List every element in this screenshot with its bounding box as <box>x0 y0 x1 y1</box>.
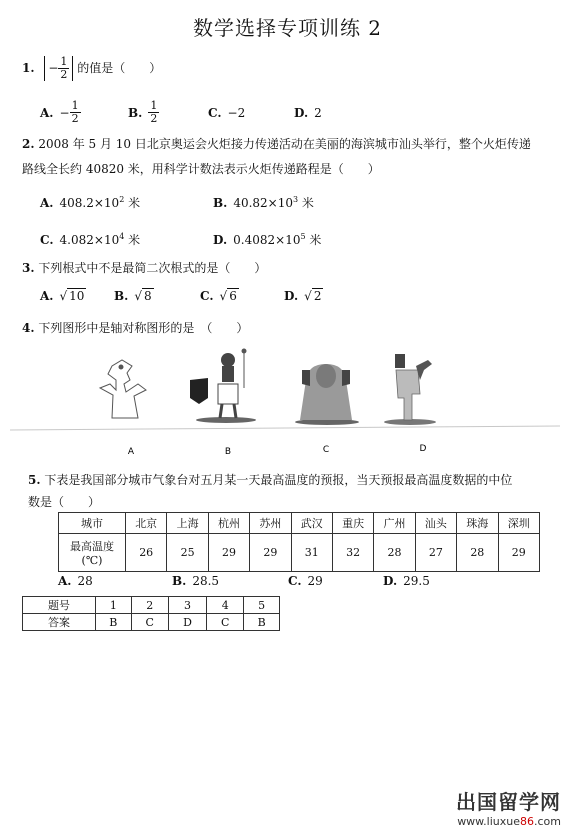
absolute-value-expression: − $\frac{1}{2}$ <box>44 56 73 81</box>
watermark-brand: 出国留学网 <box>456 790 561 814</box>
question-number-cell: 2 <box>131 597 168 614</box>
question-number: 5. <box>28 473 41 487</box>
figure-c-label: C <box>322 445 330 455</box>
question-number: 4. <box>22 321 35 335</box>
question-text: 下列根式中不是最简二次根式的是（ ） <box>38 261 267 275</box>
option-a: A. − $\frac{1}{2}$ <box>40 99 79 125</box>
question-4 <box>22 320 248 336</box>
temp-cell: 31 <box>291 534 332 572</box>
question-number-cell: 5 <box>244 597 280 614</box>
option-b: B. $40.82\times 10^3$ 米 <box>213 195 314 210</box>
option-b: B. 28.5 <box>172 574 220 588</box>
temp-cell: 25 <box>167 534 208 572</box>
figure-b-knight <box>190 349 256 424</box>
figures-panel <box>0 340 575 460</box>
option-b: B. √ 8 <box>114 289 152 303</box>
option-c: C. 29 <box>288 574 323 588</box>
question-number: 1. <box>22 61 35 75</box>
option-c: C. √ 6 <box>200 289 237 303</box>
header-cell: 答案 <box>23 614 96 631</box>
temp-cell: 28 <box>374 534 415 572</box>
answer-cell: C <box>131 614 168 631</box>
table-row <box>23 597 280 614</box>
figure-a-label: A <box>127 447 135 457</box>
question-number: 2. <box>22 137 35 151</box>
figure-d-label: D <box>419 444 427 454</box>
question-text: 的值是（ ） <box>77 61 162 75</box>
city-cell: 北京 <box>126 513 167 534</box>
answer-cell: B <box>244 614 280 631</box>
city-cell: 广州 <box>374 513 415 534</box>
answer-table <box>22 596 280 631</box>
answer-cell: D <box>168 614 207 631</box>
question-5 <box>28 472 528 510</box>
watermark <box>456 786 561 828</box>
option-d: D. 2 <box>294 105 322 120</box>
option-c: C. −2 <box>208 105 246 120</box>
temp-cell: 28 <box>457 534 498 572</box>
fraction: $\frac{1}{2}$ <box>60 55 68 81</box>
header-cell: 题号 <box>23 597 96 614</box>
temp-cell: 29 <box>208 534 249 572</box>
temperature-table <box>58 512 540 572</box>
baseline-divider <box>10 426 560 430</box>
option-d: D. $0.4082\times 10^5$ 米 <box>213 232 322 247</box>
option-c: C. $4.082\times 10^4$ 米 <box>40 232 141 247</box>
table-row <box>23 614 280 631</box>
temp-cell: 27 <box>415 534 456 572</box>
question-2 <box>22 136 542 177</box>
header-cell: 最高温度 (℃) <box>59 534 126 572</box>
option-a: A. $408.2\times 10^2$ 米 <box>40 195 141 210</box>
figure-c-dog <box>295 364 359 425</box>
question-3-options <box>40 289 323 303</box>
city-cell: 汕头 <box>415 513 456 534</box>
question-text: 下列图形中是轴对称图形的是 （ ） <box>38 321 249 335</box>
figure-d-person-bird <box>384 354 436 425</box>
city-cell: 深圳 <box>498 513 539 534</box>
temp-cell: 32 <box>332 534 373 572</box>
city-cell: 重庆 <box>332 513 373 534</box>
question-number-cell: 4 <box>207 597 244 614</box>
table-row <box>59 534 540 572</box>
temp-cell: 26 <box>126 534 167 572</box>
city-cell: 武汉 <box>291 513 332 534</box>
question-1 <box>22 56 161 81</box>
city-cell: 杭州 <box>208 513 249 534</box>
answer-cell: B <box>96 614 132 631</box>
page-title: 数学选择专项训练 2 <box>192 16 383 40</box>
option-d: D. 29.5 <box>383 574 430 588</box>
question-number: 3. <box>22 261 35 275</box>
option-d: D. √ 2 <box>284 289 322 303</box>
header-cell: 城市 <box>59 513 126 534</box>
question-1-options <box>40 100 460 125</box>
table-row <box>59 513 540 534</box>
answer-cell: C <box>207 614 244 631</box>
question-text-line1: 下表是我国部分城市气象台对五月某一天最高温度的预报，当天预报最高温度数据的中位 <box>44 473 513 487</box>
city-cell: 苏州 <box>250 513 291 534</box>
temp-cell: 29 <box>498 534 539 572</box>
question-text-line1: 2008 年 5 月 10 日北京奥运会火炬接力传递活动在美丽的海滨城市汕头举行，整个火炬传递 <box>38 137 531 151</box>
question-number-cell: 3 <box>168 597 207 614</box>
question-text-line2: 数是（ ） <box>28 495 101 509</box>
city-cell: 上海 <box>167 513 208 534</box>
option-a: A. √ 10 <box>40 289 85 303</box>
figure-a-bird-tree <box>100 360 146 418</box>
watermark-url: www.liuxue86.com <box>457 815 561 828</box>
question-text-line2: 路线全长约 40820 米，用科学计数法表示火炬传递路程是（ ） <box>22 162 380 176</box>
question-3 <box>22 260 266 276</box>
option-a: A. 28 <box>58 574 93 588</box>
question-number-cell: 1 <box>96 597 132 614</box>
figure-b-label: B <box>224 447 232 457</box>
temp-cell: 29 <box>250 534 291 572</box>
city-cell: 珠海 <box>457 513 498 534</box>
option-b: B. $\frac{1}{2}$ <box>128 99 158 125</box>
